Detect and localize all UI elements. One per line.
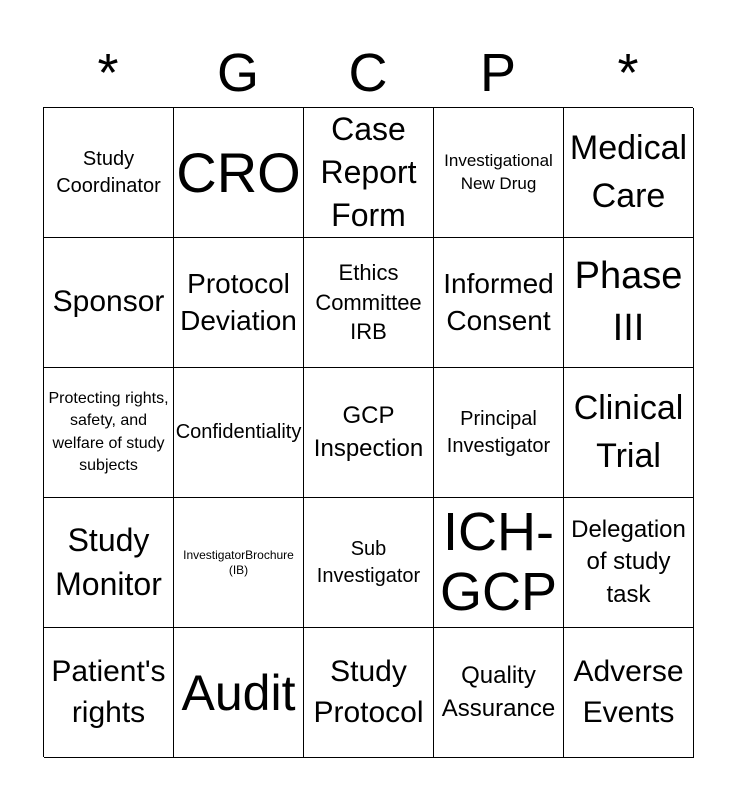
header-letter-4: P <box>479 43 517 103</box>
bingo-cell[interactable]: Protecting rights, safety, and welfare of study subjects <box>44 368 174 498</box>
header-letter-2: G <box>216 43 259 103</box>
bingo-cell[interactable]: Adverse Events <box>564 628 694 758</box>
bingo-cell[interactable]: Medical Care <box>564 108 694 238</box>
bingo-board <box>43 107 693 757</box>
bingo-cell[interactable]: Study Coordinator <box>44 108 174 238</box>
bingo-cell[interactable]: Principal Investigator <box>434 368 564 498</box>
bingo-cell[interactable]: Protocol Deviation <box>174 238 304 368</box>
bingo-cell[interactable]: Case Report Form <box>304 108 434 238</box>
bingo-cell[interactable]: Sub Investigator <box>304 498 434 628</box>
bingo-cell[interactable]: Patient's rights <box>44 628 174 758</box>
bingo-cell[interactable]: Clinical Trial <box>564 368 694 498</box>
bingo-cell[interactable]: Phase III <box>564 238 694 368</box>
bingo-cell[interactable]: Informed Consent <box>434 238 564 368</box>
bingo-cell[interactable]: Ethics Committee IRB <box>304 238 434 368</box>
bingo-cell[interactable]: Audit <box>174 628 304 758</box>
header-letter-5: * <box>617 43 639 103</box>
bingo-header <box>43 40 693 106</box>
bingo-cell[interactable]: InvestigatorBrochure (IB) <box>174 498 304 628</box>
header-letter-3: C <box>348 43 388 103</box>
bingo-cell[interactable]: Investigational New Drug <box>434 108 564 238</box>
bingo-cell[interactable]: Quality Assurance <box>434 628 564 758</box>
bingo-cell[interactable]: Sponsor <box>44 238 174 368</box>
bingo-cell[interactable]: Delegation of study task <box>564 498 694 628</box>
bingo-cell[interactable]: CRO <box>174 108 304 238</box>
bingo-cell[interactable]: ICH-GCP <box>434 498 564 628</box>
header-letter-1: * <box>97 43 119 103</box>
bingo-cell[interactable]: Study Protocol <box>304 628 434 758</box>
bingo-cell[interactable]: Study Monitor <box>44 498 174 628</box>
bingo-cell[interactable]: GCP Inspection <box>304 368 434 498</box>
bingo-cell[interactable]: Confidentiality <box>174 368 304 498</box>
